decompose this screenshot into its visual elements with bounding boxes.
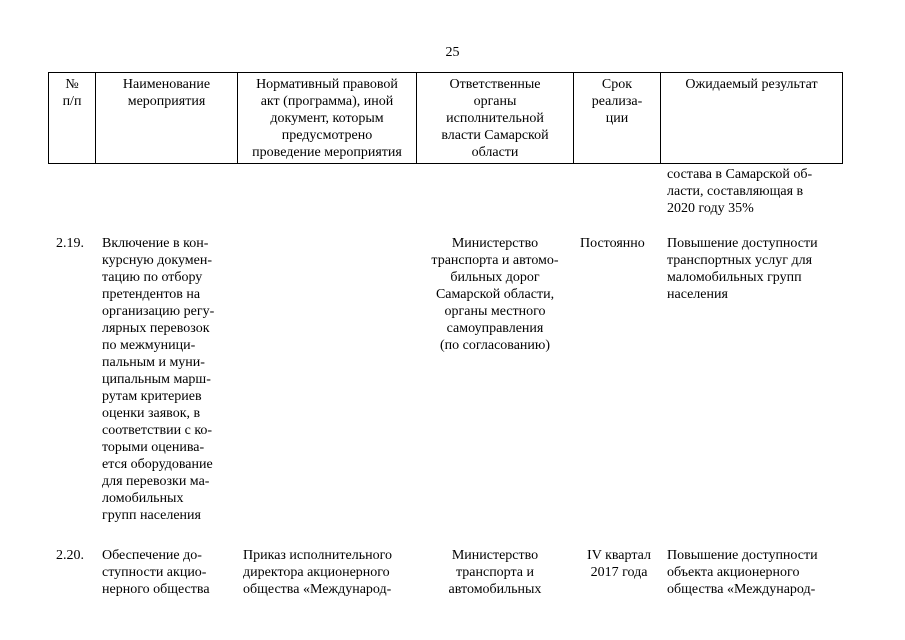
page-number: 25: [445, 45, 460, 60]
row-result: Повышение доступности объекта акционерного общества «Международ-: [667, 548, 818, 597]
header-cell-act: Нормативный правовой акт (программа), иной документ, которым предусмотрено проведение мероприятия: [252, 77, 402, 160]
table-border-header-bottom: [48, 163, 843, 164]
header-cell-term: Срок реализа- ции: [591, 77, 643, 126]
table-border-top: [48, 72, 843, 73]
row-responsible: Министерство транспорта и автомо- бильных дорог Самарской области, органы местного самоуправления (по согласованию): [431, 236, 559, 353]
row-responsible: Министерство транспорта и автомобильных: [448, 548, 542, 597]
row-term: IV квартал 2017 года: [587, 548, 651, 580]
header-cell-name: Наименование мероприятия: [122, 77, 211, 109]
header-cell-result: Ожидаемый результат: [685, 77, 818, 92]
row-name: Обеспечение до- ступности акцио- нерного общества: [102, 548, 210, 597]
row-number: 2.20.: [56, 548, 84, 563]
continuation-result-text: состава в Самарской об- ласти, составляющая в 2020 году 35%: [667, 167, 813, 216]
row-act: Приказ исполнительного директора акционерного общества «Международ-: [243, 548, 393, 597]
row-name: Включение в кон- курсную докумен- тацию по отбору претендентов на организацию регу- лярных перевозок по межмуници- пальным и муни- ципальным марш- рутам критериев оценки заявок, в соответствии с ко- торыми оценива- ется оборудование для перевозки ма- ломобильных групп населения: [102, 236, 215, 523]
header-cell-number: № п/п: [62, 77, 82, 109]
row-number: 2.19.: [56, 236, 84, 251]
row-result: Повышение доступности транспортных услуг для маломобильных групп населения: [667, 236, 818, 302]
header-cell-responsible: Ответственные органы исполнительной власти Самарской области: [441, 77, 549, 160]
row-term: Постоянно: [580, 236, 645, 251]
table-border-right: [842, 72, 843, 164]
